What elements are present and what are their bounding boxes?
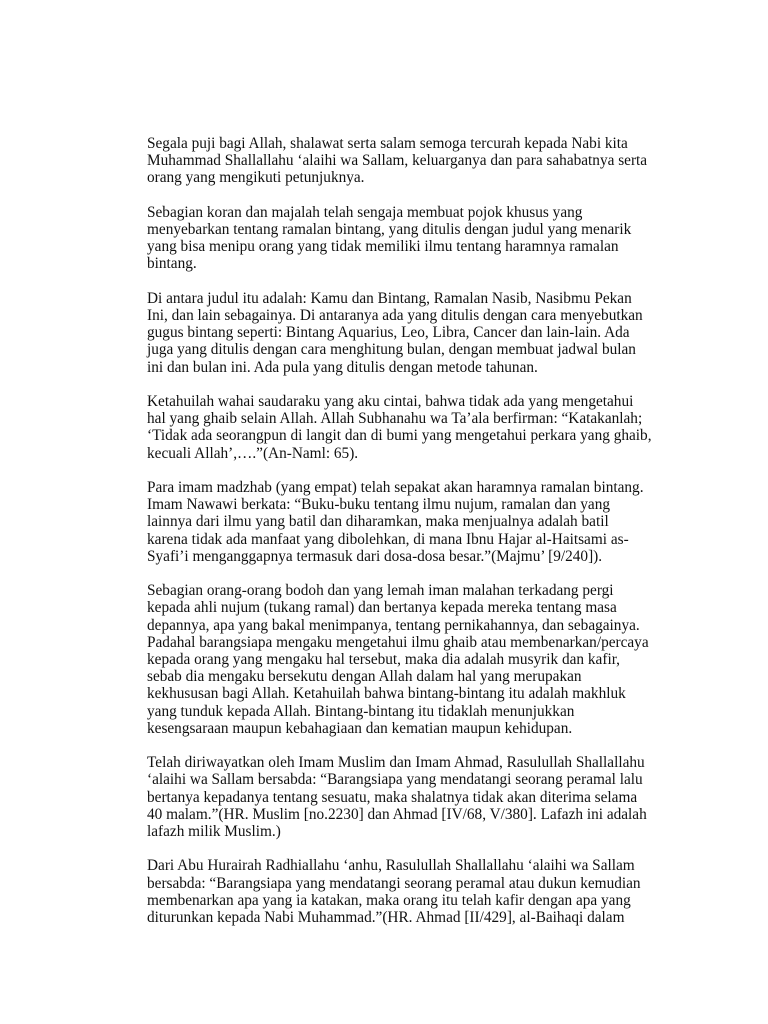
paragraph-line: Dari Abu Hurairah Radhiallahu ‘anhu, Rasulullah Shallallahu ‘alaihi wa Sallam — [147, 857, 635, 875]
paragraph-line: lainnya dari ilmu yang batil dan diharamkan, maka menjualnya adalah batil — [147, 513, 609, 531]
paragraph-line: ‘alaihi wa Sallam bersabda: “Barangsiapa yang mendatangi seorang peramal lalu — [147, 771, 643, 789]
paragraph-1 — [147, 135, 677, 187]
paragraph-line: Para imam madzhab (yang empat) telah sepakat akan haramnya ramalan bintang. — [147, 479, 644, 496]
paragraph-line: gugus bintang seperti: Bintang Aquarius, Leo, Libra, Cancer dan lain-lain. Ada — [147, 324, 630, 342]
paragraph-line: ‘Tidak ada seorangpun di langit dan di bumi yang mengetahui perkara yang ghaib, — [147, 427, 652, 445]
document-body — [147, 135, 677, 943]
paragraph-line: ini dan bulan ini. Ada pula yang ditulis dengan metode tahunan. — [147, 358, 538, 376]
paragraph-7 — [147, 754, 677, 840]
paragraph-line: Muhammad Shallallahu ‘alaihi wa Sallam, keluarganya dan para sahabatnya serta — [147, 152, 648, 170]
paragraph-line: Sebagian koran dan majalah telah sengaja membuat pojok khusus yang — [147, 203, 583, 221]
paragraph-line: kepada orang yang mengaku hal tersebut, maka dia adalah musyrik dan kafir, — [147, 651, 620, 669]
paragraph-line: Sebagian orang-orang bodoh dan yang lemah iman malahan terkadang pergi — [147, 582, 614, 600]
paragraph-line: Telah diriwayatkan oleh Imam Muslim dan Imam Ahmad, Rasulullah Shallallahu — [147, 754, 645, 772]
paragraph-line: Ketahuilah wahai saudaraku yang aku cintai, bahwa tidak ada yang mengetahui — [147, 393, 634, 410]
paragraph-line: karena tidak ada manfaat yang dibolehkan, di mana Ibnu Hajar al-Haitsami as- — [147, 530, 629, 548]
paragraph-line: kecuali Allah’,….”(An-Naml: 65). — [147, 444, 359, 462]
paragraph-line: Imam Nawawi berkata: “Buku-buku tentang ilmu nujum, ramalan dan yang — [147, 496, 611, 514]
paragraph-line: juga yang ditulis dengan cara menghitung bulan, dengan membuat jadwal bulan — [147, 341, 636, 359]
paragraph-6 — [147, 582, 677, 737]
paragraph-line: bintang. — [147, 255, 197, 273]
paragraph-line: yang tunduk kepada Allah. Bintang-bintang itu tidaklah menunjukkan — [147, 702, 575, 720]
paragraph-line: depannya, apa yang bakal menimpanya, tentang pernikahannya, dan sebagainya. — [147, 616, 640, 634]
paragraph-3 — [147, 290, 677, 376]
paragraph-line: Padahal barangsiapa mengaku mengetahui ilmu ghaib atau membenarkan/percaya — [147, 633, 649, 651]
paragraph-line: Ini, dan lain sebagainya. Di antaranya ada yang ditulis dengan cara menyebutkan — [147, 307, 643, 324]
paragraph-line: yang bisa menipu orang yang tidak memiliki ilmu tentang haramnya ramalan — [147, 238, 619, 256]
paragraph-line: kepada ahli nujum (tukang ramal) dan bertanya kepada mereka tentang masa — [147, 599, 617, 617]
paragraph-line: menyebarkan tentang ramalan bintang, yang ditulis dengan judul yang menarik — [147, 221, 632, 238]
paragraph-line: membenarkan apa yang ia katakan, maka orang itu telah kafir dengan apa yang — [147, 891, 631, 909]
paragraph-line: diturunkan kepada Nabi Muhammad.”(HR. Ahmad [II/429], al-Baihaqi dalam — [147, 909, 625, 927]
paragraph-2 — [147, 204, 677, 273]
paragraph-5 — [147, 479, 677, 565]
paragraph-line: kesengsaraan maupun kebahagiaan dan kematian maupun kehidupan. — [147, 719, 573, 737]
paragraph-8 — [147, 857, 677, 926]
paragraph-line: orang yang mengikuti petunjuknya. — [147, 169, 365, 187]
paragraph-line: sebab dia mengaku bersekutu dengan Allah dalam hal yang merupakan — [147, 668, 582, 686]
paragraph-line: Segala puji bagi Allah, shalawat serta salam semoga tercurah kepada Nabi kita — [147, 135, 628, 152]
paragraph-line: lafazh milik Muslim.) — [147, 823, 281, 841]
paragraph-line: bertanya kepadanya tentang sesuatu, maka shalatnya tidak akan diterima selama — [147, 788, 638, 806]
paragraph-line: kekhususan bagi Allah. Ketahuilah bahwa bintang-bintang itu adalah makhluk — [147, 685, 626, 703]
paragraph-line: Di antara judul itu adalah: Kamu dan Bintang, Ramalan Nasib, Nasibmu Pekan — [147, 289, 632, 307]
paragraph-line: hal yang ghaib selain Allah. Allah Subhanahu wa Ta’ala berfirman: “Katakanlah; — [147, 410, 643, 428]
paragraph-line: Syafi’i menganggapnya termasuk dari dosa-dosa besar.”(Majmu’ [9/240]). — [147, 547, 603, 565]
paragraph-4 — [147, 393, 677, 462]
paragraph-line: 40 malam.”(HR. Muslim [no.2230] dan Ahmad [IV/68, V/380]. Lafazh ini adalah — [147, 805, 647, 823]
paragraph-line: bersabda: “Barangsiapa yang mendatangi seorang peramal atau dukun kemudian — [147, 874, 641, 892]
